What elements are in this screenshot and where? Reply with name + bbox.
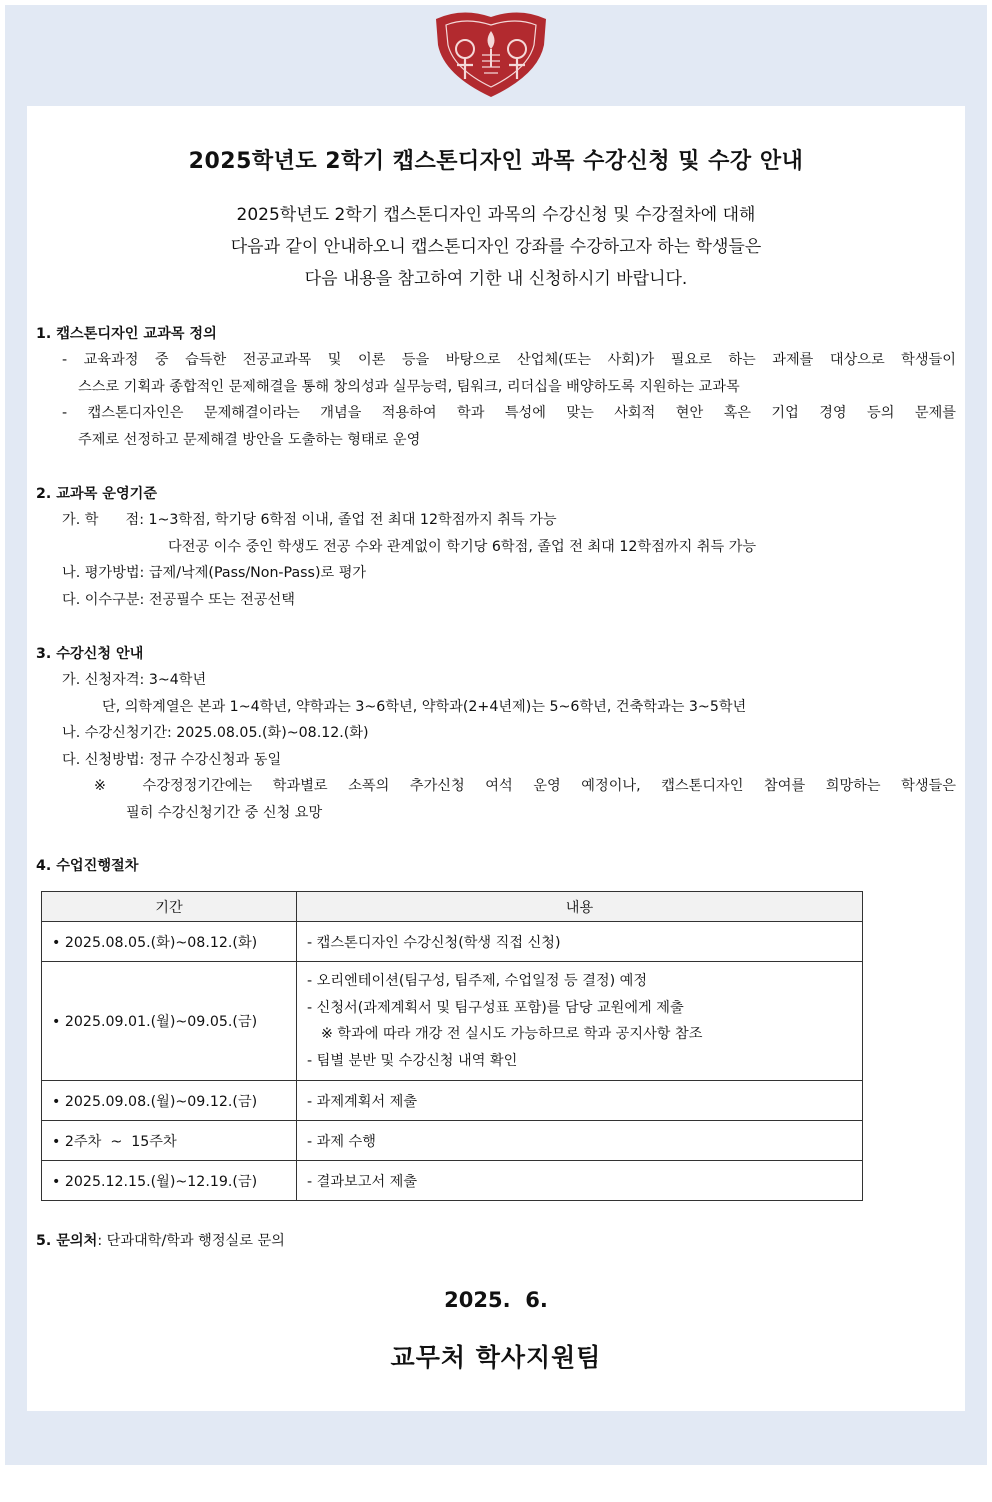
section-heading: 4. 수업진행절차 (36, 858, 139, 874)
definition-bullet-2-cont: 주제로 선정하고 문제해결 방안을 도출하는 형태로 운영 (78, 431, 421, 448)
intro-line: 다음과 같이 안내하오니 캡스톤디자인 강좌를 수강하고자 하는 학생들은 (230, 237, 762, 257)
section-registration (36, 641, 956, 826)
table-header-row (42, 892, 863, 922)
section-heading: 5. 문의처 (36, 1233, 98, 1249)
definition-bullet-1: - 교육과정 중 습득한 전공교과목 및 이론 등을 바탕으로 산업체(또는 사회)가 필요로 하는 과제를 대상으로 학생들이 (62, 352, 956, 368)
column-header-content: 내용 (297, 892, 863, 922)
criteria-classification: 다. 이수구분: 전공필수 또는 전공선택 (62, 591, 295, 608)
table-row (42, 922, 863, 962)
notice-document (27, 106, 965, 1411)
notice-date: 2025. 6. (444, 1288, 548, 1312)
period-cell: • 2025.09.08.(월)~09.12.(금) (42, 1081, 297, 1121)
definition-bullet-2: - 캡스톤디자인은 문제해결이라는 개념을 적용하여 학과 특성에 맞는 사회적 현안 혹은 기업 경영 등의 문제를 (62, 405, 956, 421)
intro-paragraph (27, 199, 965, 295)
content-line: - 신청서(과제계획서 및 팀구성표 포함)를 담당 교원에게 제출 (307, 999, 684, 1016)
contact-line (36, 1228, 285, 1254)
issuing-department: 교무처 학사지원팀 (390, 1343, 602, 1372)
definition-bullet-1-cont: 스스로 기획과 종합적인 문제해결을 통해 창의성과 실무능력, 팀워크, 리더십을 배양하도록 지원하는 교과목 (78, 378, 740, 395)
procedure-table (41, 891, 863, 1201)
section-heading: 2. 교과목 운영기준 (36, 486, 158, 502)
section-definition (36, 321, 956, 453)
table-row (42, 1081, 863, 1121)
notice-title: 2025학년도 2학기 캡스톤디자인 과목 수강신청 및 수강 안내 (188, 149, 804, 174)
registration-period: 나. 수강신청기간: 2025.08.05.(화)~08.12.(화) (62, 725, 369, 741)
registration-eligibility-exception: 단, 의학계열은 본과 1~4학년, 약학과는 3~6학년, 약학과(2+4년제)는 5~6학년, 건축학과는 3~5학년 (102, 698, 747, 715)
criteria-evaluation: 나. 평가방법: 급제/낙제(Pass/Non-Pass)로 평가 (62, 565, 367, 581)
registration-eligibility: 가. 신청자격: 3~4학년 (62, 672, 207, 688)
section-criteria (36, 481, 956, 613)
university-seal-icon (432, 9, 550, 99)
section-heading: 3. 수강신청 안내 (36, 646, 144, 662)
period-cell: • 2025.09.01.(월)~09.05.(금) (42, 962, 297, 1081)
table-row (42, 1161, 863, 1201)
section-contact (36, 1228, 285, 1254)
column-header-period: 기간 (42, 892, 297, 922)
section-heading: 1. 캡스톤디자인 교과목 정의 (36, 326, 217, 342)
registration-method: 다. 신청방법: 정규 수강신청과 동일 (62, 751, 282, 768)
content-cell: - 캡스톤디자인 수강신청(학생 직접 신청) (297, 922, 863, 962)
content-line: - 오리엔테이션(팀구성, 팀주제, 수업일정 등 결정) 예정 (307, 973, 648, 989)
content-line: - 팀별 분반 및 수강신청 내역 확인 (307, 1052, 518, 1069)
intro-line: 2025학년도 2학기 캡스톤디자인 과목의 수강신청 및 수강절차에 대해 (236, 205, 756, 225)
period-cell: • 2025.12.15.(월)~12.19.(금) (42, 1161, 297, 1201)
intro-line: 다음 내용을 참고하여 기한 내 신청하시기 바랍니다. (304, 269, 688, 289)
content-cell: - 과제 수행 (297, 1121, 863, 1161)
content-cell: - 결과보고서 제출 (297, 1161, 863, 1201)
table-row (42, 962, 863, 1081)
content-cell: - 과제계획서 제출 (297, 1081, 863, 1121)
registration-note-cont: 필히 수강신청기간 중 신청 요망 (126, 804, 323, 821)
criteria-credits: 가. 학 점: 1~3학점, 학기당 6학점 이내, 졸업 전 최대 12학점까지 취득 가능 (62, 512, 557, 528)
content-cell (297, 962, 863, 1081)
contact-text: : 단과대학/학과 행정실로 문의 (97, 1233, 285, 1249)
criteria-credits-note: 다전공 이수 중인 학생도 전공 수와 관계없이 학기당 6학점, 졸업 전 최대 12학점까지 취득 가능 (168, 538, 757, 555)
period-cell: • 2주차 ~ 15주차 (42, 1121, 297, 1161)
table-row (42, 1121, 863, 1161)
section-procedure (36, 853, 138, 879)
registration-note: ※ 수강정정기간에는 학과별로 소폭의 추가신청 여석 운영 예정이나, 캡스톤디자인 참여를 희망하는 학생들은 (94, 778, 956, 794)
period-cell: • 2025.08.05.(화)~08.12.(화) (42, 922, 297, 962)
content-note: ※ 학과에 따라 개강 전 실시도 가능하므로 학과 공지사항 참조 (321, 1026, 703, 1042)
